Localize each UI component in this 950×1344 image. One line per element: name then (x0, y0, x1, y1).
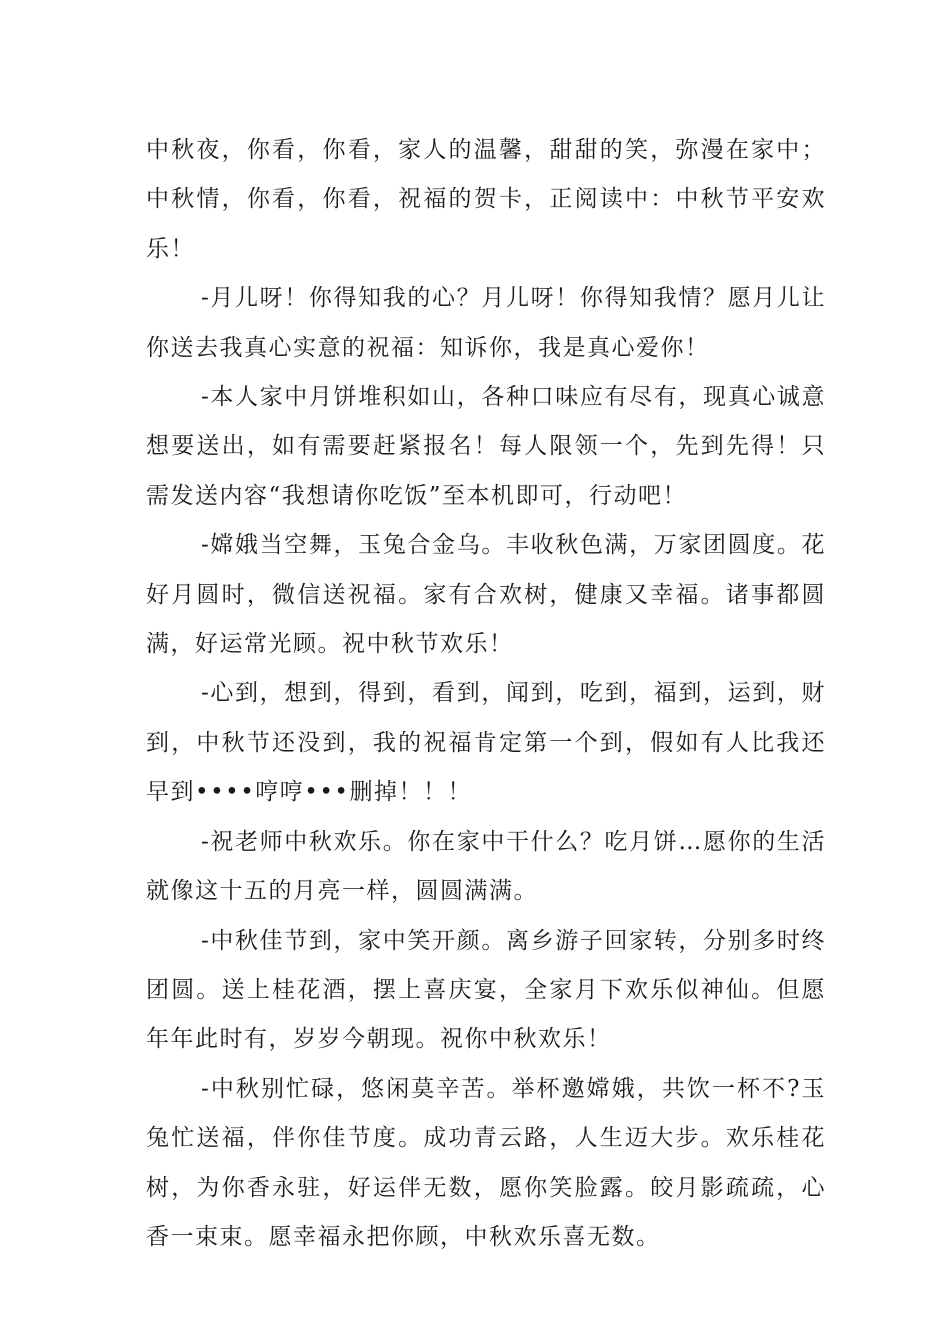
paragraph-mid-autumn-night: 中秋夜，你看，你看，家人的温馨，甜甜的笑，弥漫在家中；中秋情，你看，你看，祝福的贺卡，正阅读中：中秋节平安欢乐！ (146, 137, 826, 262)
paragraph-relax-blessing: -中秋别忙碌，悠闲莫辛苦。举杯邀嫦娥，共饮一杯不?玉兔忙送福，伴你佳节度。成功青云路，人生迈大步。欢乐桂花树，为你香永驻，好运伴无数，愿你笑脸露。皎月影疏疏，心香一束束。愿幸福永把你顾，中秋欢乐喜无数。 (146, 1075, 826, 1250)
paragraph-change-dance: -嫦娥当空舞，玉兔合金乌。丰收秋色满，万家团圆度。花好月圆时，微信送祝福。家有合欢树，健康又幸福。诸事都圆满，好运常光顾。祝中秋节欢乐！ (146, 532, 826, 658)
paragraph-moon-wish: -月儿呀！你得知我的心？月儿呀！你得知我情？愿月儿让你送去我真心实意的祝福：知诉你，我是真心爱你！ (146, 285, 826, 361)
paragraph-first-blessing: -心到，想到，得到，看到，闻到，吃到，福到，运到，财到，中秋节还没到，我的祝福肯定第一个到，假如有人比我还早到••••哼哼•••删掉！！！ (146, 680, 826, 806)
paragraph-family-reunion: -中秋佳节到，家中笑开颜。离乡游子回家转，分别多时终团圆。送上桂花酒，摆上喜庆宴，全家月下欢乐似神仙。但愿年年此时有，岁岁今朝现。祝你中秋欢乐！ (146, 927, 826, 1053)
document-body (146, 126, 826, 1262)
paragraph-teacher-wish: -祝老师中秋欢乐。你在家中干什么？吃月饼…愿你的生活就像这十五的月亮一样，圆圆满满。 (146, 828, 826, 905)
paragraph-mooncake-offer: -本人家中月饼堆积如山，各种口味应有尽有，现真心诚意想要送出，如有需要赶紧报名！每人限领一个，先到先得！只需发送内容“我想请你吃饭”至本机即可，行动吧！ (146, 384, 826, 509)
